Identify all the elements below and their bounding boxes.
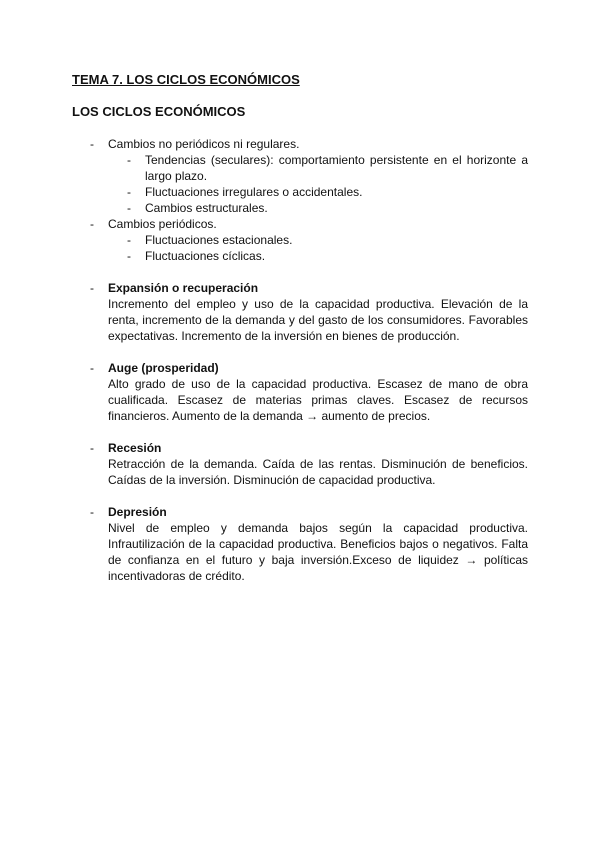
sub-list-item: Cambios estructurales. [145,201,268,215]
bullet-dash: - [90,441,94,455]
section-heading [108,360,219,376]
section-paragraph: Alto grado de uso de la capacidad productiva. Escasez de mano de obra cualificada. Escasez de materias primas claves. Escasez de recursos financieros. Aumento de la demanda → aumento de precios. [108,377,528,423]
bullet-dash: - [127,201,131,215]
list-item: Cambios periódicos. [108,217,217,231]
bullet-dash: - [90,217,94,231]
section-heading-text: Auge (prosperidad) [108,361,219,375]
bullet-dash: - [127,249,131,263]
section-subtitle: LOS CICLOS ECONÓMICOS [72,104,246,119]
sub-list-item: Tendencias (seculares): comportamiento persistente en el horizonte a largo plazo. [145,153,528,183]
section-heading-text: Recesión [108,441,162,455]
bullet-dash: - [90,361,94,375]
section-heading [108,280,258,296]
bullet-dash: - [127,153,131,167]
section-heading-text: Expansión o recuperación [108,281,259,295]
list-item: Cambios no periódicos ni regulares. [108,137,300,151]
document-title: TEMA 7. LOS CICLOS ECONÓMICOS [72,72,300,87]
section-paragraph: Incremento del empleo y uso de la capacidad productiva. Elevación de la renta, incremento de la demanda y del gasto de los consumidores. Favorables expectativas. Incremento de la inversión en bienes de producción. [108,297,528,343]
bullet-dash: - [90,505,94,519]
section-paragraph: Nivel de empleo y demanda bajos según la capacidad productiva. Infrautilización de la capacidad productiva. Beneficios bajos o negativos. Falta de confianza en el futuro y baja inversión.Exceso de liquidez → políticas incentivadoras de crédito. [108,521,528,583]
bullet-dash: - [90,137,94,151]
section-paragraph: Retracción de la demanda. Caída de las rentas. Disminución de beneficios. Caídas de la inversión. Disminución de capacidad productiva. [108,457,528,487]
sub-list-item: Fluctuaciones irregulares o accidentales. [145,185,363,199]
bullet-dash: - [127,233,131,247]
sub-list-item: Fluctuaciones estacionales. [145,233,293,247]
section-heading [108,504,167,520]
bullet-dash: - [127,185,131,199]
section-heading-text: Depresión [108,505,167,519]
bullet-dash: - [90,281,94,295]
sub-list-item: Fluctuaciones cíclicas. [145,249,266,263]
section-heading [108,440,161,456]
